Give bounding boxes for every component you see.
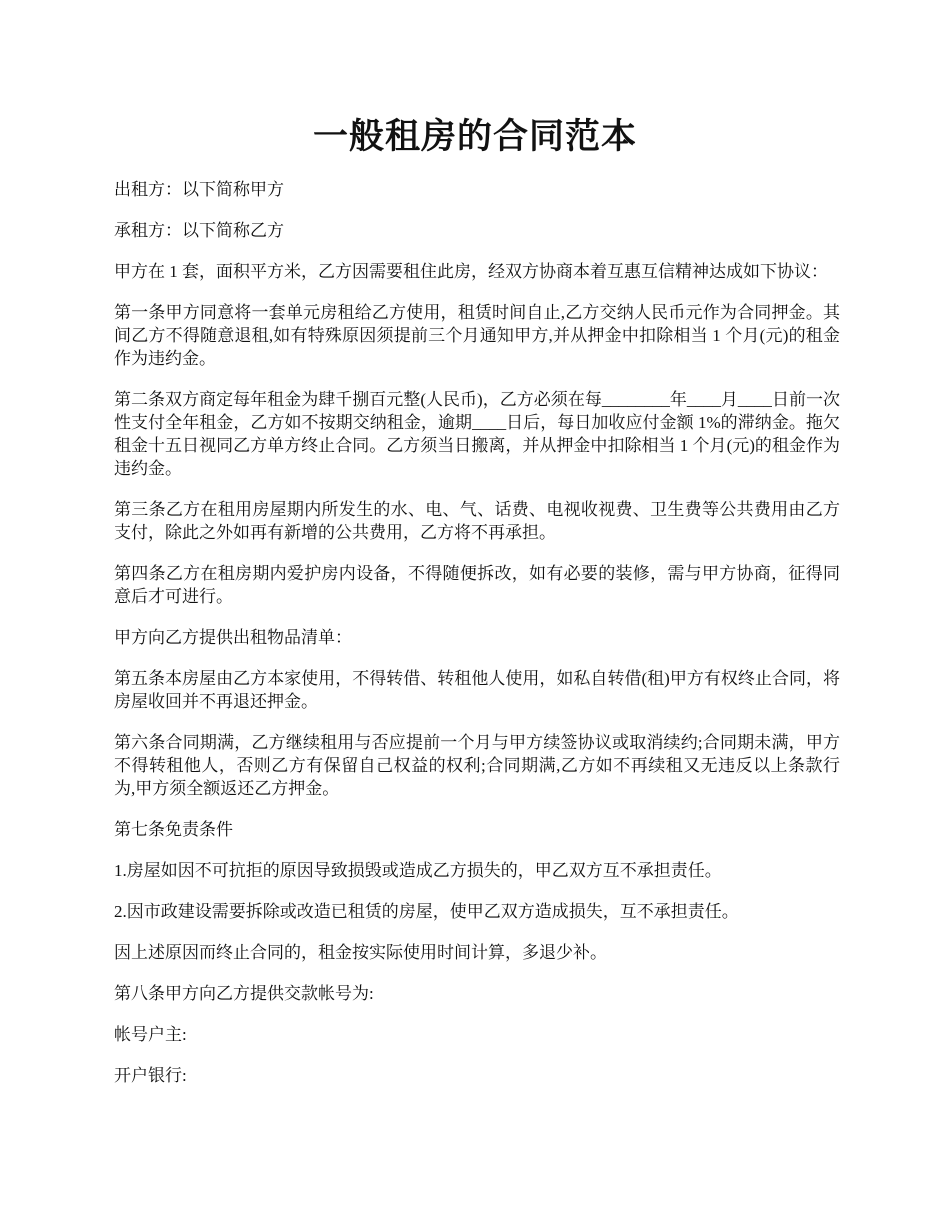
paragraph-lessee: 承租方：以下简称乙方 xyxy=(114,221,284,240)
paragraph-lessor: 出租方：以下简称甲方 xyxy=(114,180,284,199)
paragraph-article-3: 第三条乙方在租用房屋期内所发生的水、电、气、话费、电视收视费、卫生费等公共费用由乙方支付，除此之外如再有新增的公共费用，乙方将不再承担。 xyxy=(114,500,840,542)
paragraph-preamble: 甲方在 1 套，面积平方米，乙方因需要租住此房，经双方协商本着互惠互信精神达成如下协议： xyxy=(114,262,828,281)
paragraph-article-6: 第六条合同期满，乙方继续租用与否应提前一个月与甲方续签协议或取消续约;合同期未满，甲方不得转租他人，否则乙方有保留自己权益的权利;合同期满,乙方如不再续租又无违反以上条款行为,甲方须全额返还乙方押金。 xyxy=(114,733,840,798)
paragraph-article-1: 第一条甲方同意将一套单元房租给乙方使用，租赁时间自止,乙方交纳人民币元作为合同押金。其间乙方不得随意退租,如有特殊原因须提前三个月通知甲方,并从押金中扣除相当 1 个月(元)的租金作为违约金。 xyxy=(114,303,840,368)
paragraph-exemption-1: 1.房屋如因不可抗拒的原因导致损毁或造成乙方损失的，甲乙双方互不承担责任。 xyxy=(114,861,722,880)
paragraph-termination-note: 因上述原因而终止合同的，租金按实际使用时间计算，多退少补。 xyxy=(114,943,607,962)
paragraph-article-4: 第四条乙方在租房期内爱护房内设备，不得随便拆改，如有必要的装修，需与甲方协商，征得同意后才可进行。 xyxy=(114,564,840,606)
paragraph-account-holder: 帐号户主: xyxy=(114,1025,187,1044)
paragraph-article-5: 第五条本房屋由乙方本家使用，不得转借、转租他人使用，如私自转借(租)甲方有权终止合同，将房屋收回并不再退还押金。 xyxy=(114,669,840,711)
paragraph-article-8: 第八条甲方向乙方提供交款帐号为: xyxy=(114,984,374,1003)
document-title: 一般租房的合同范本 xyxy=(312,117,637,156)
paragraph-article-7: 第七条免责条件 xyxy=(114,820,233,839)
document-body xyxy=(114,178,840,1105)
paragraph-article-2: 第二条双方商定每年租金为肆千捌百元整(人民币)，乙方必须在每________年____月____日前一次性支付全年租金，乙方如不按期交纳租金，逾期____日后，每日加收应付金额 1%的滞纳金。拖欠租金十五日视同乙方单方终止合同。乙方须当日搬离，并从押金中扣除相当 1 个月(元)的租金作为违约金。 xyxy=(114,390,840,478)
paragraph-item-list: 甲方向乙方提供出租物品清单： xyxy=(114,628,352,647)
paragraph-bank: 开户银行: xyxy=(114,1066,187,1085)
paragraph-exemption-2: 2.因市政建设需要拆除或改造已租赁的房屋，使甲乙双方造成损失，互不承担责任。 xyxy=(114,902,739,921)
